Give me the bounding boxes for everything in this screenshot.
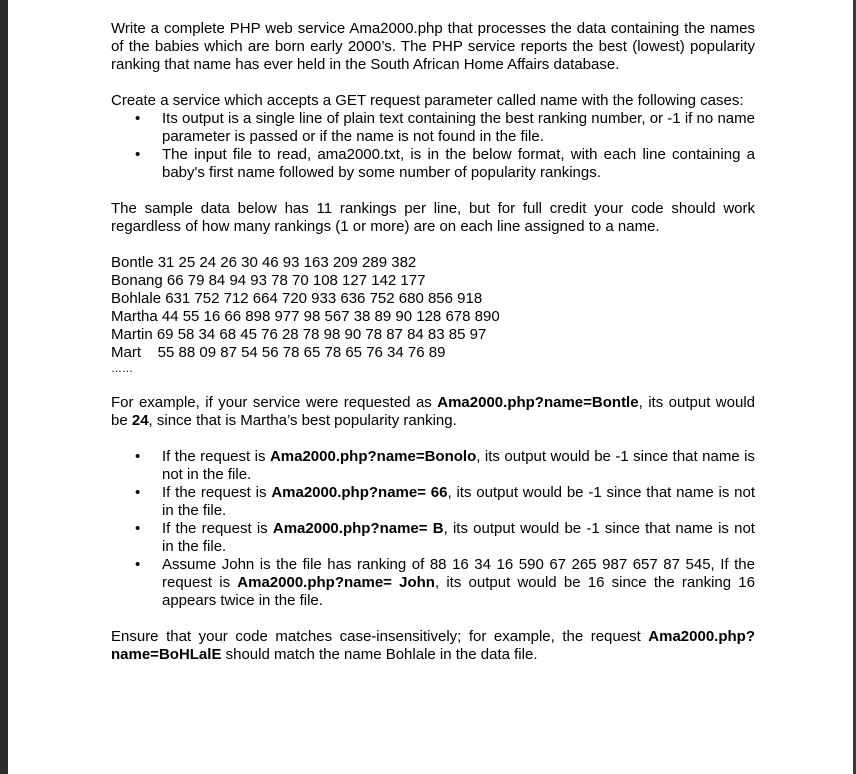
case-url: Ama2000.php?name= B <box>272 520 444 537</box>
request-paragraph: Create a service which accepts a GET request parameter called name with the following cases: <box>111 92 744 109</box>
example-url: Ama2000.php?name=Bontle <box>437 394 639 411</box>
left-window-edge <box>0 0 8 774</box>
case-url: Ama2000.php?name= John <box>237 574 435 591</box>
data-line: Martin 69 58 34 68 45 76 28 78 98 90 78 87 84 83 85 97 <box>111 326 487 343</box>
case-url: Ama2000.php?name=Bonolo <box>269 448 477 465</box>
case-item: • If the request is Ama2000.php?name= B, its output would be -1 since that name is not in the file. <box>111 520 755 556</box>
intro-paragraph: Write a complete PHP web service Ama2000.php that processes the data containing the names of the babies which are born early 2000’s. The PHP service reports the best (lowest) popularity ranking that name has ever held in the South African Home Affairs database. <box>111 20 755 73</box>
data-ellipsis: …… <box>111 363 133 375</box>
sample-data-block <box>111 254 755 376</box>
case-item: • If the request is Ama2000.php?name=Bonolo, its output would be -1 since that name is not in the file. <box>111 448 755 484</box>
data-line: Bontle 31 25 24 26 30 46 93 163 209 289 382 <box>111 254 417 271</box>
case-item: • If the request is Ama2000.php?name= 66, its output would be -1 since that name is not in the file. <box>111 484 755 520</box>
example-paragraph: For example, if your service were requested as Ama2000.php?name=Bontle, its output would be 24, since that is Martha’s best popularity ranking. <box>111 394 756 429</box>
cases-list <box>111 448 755 610</box>
case-url: Ama2000.php?name= 66 <box>271 484 448 501</box>
data-line: Martha 44 55 16 66 898 977 98 567 38 89 90 128 678 890 <box>111 308 500 325</box>
document-page <box>111 20 755 664</box>
case-item: • Assume John is the file has ranking of 88 16 34 16 590 67 265 987 657 87 545, If the request is Ama2000.php?name= John, its output would be 16 since the ranking 16 appears twice in the file. <box>111 556 755 610</box>
data-line: Bohlale 631 752 712 664 720 933 636 752 680 856 918 <box>111 290 483 307</box>
data-line: Bonang 66 79 84 94 93 78 70 108 127 142 177 <box>111 272 426 289</box>
data-line: Mart 55 88 09 87 54 56 78 65 78 65 76 34 76 89 <box>111 344 446 361</box>
closing-paragraph: Ensure that your code matches case-insensitively; for example, the request Ama2000.php?name=BoHLalE should match the name Bohlale in the data file. <box>111 628 755 663</box>
requirement-item: • Its output is a single line of plain text containing the best ranking number, or -1 if no name parameter is passed or if the name is not found in the file. <box>111 110 755 146</box>
requirement-item: • The input file to read, ama2000.txt, is in the below format, with each line containing a baby's first name followed by some number of popularity rankings. <box>111 146 755 182</box>
closing-url: Ama2000.php?name=BoHLalE <box>111 628 755 663</box>
sample-data-paragraph: The sample data below has 11 rankings per line, but for full credit your code should work regardless of how many rankings (1 or more) are on each line assigned to a name. <box>111 200 755 235</box>
requirements-list <box>111 110 755 182</box>
example-value: 24 <box>131 412 149 429</box>
